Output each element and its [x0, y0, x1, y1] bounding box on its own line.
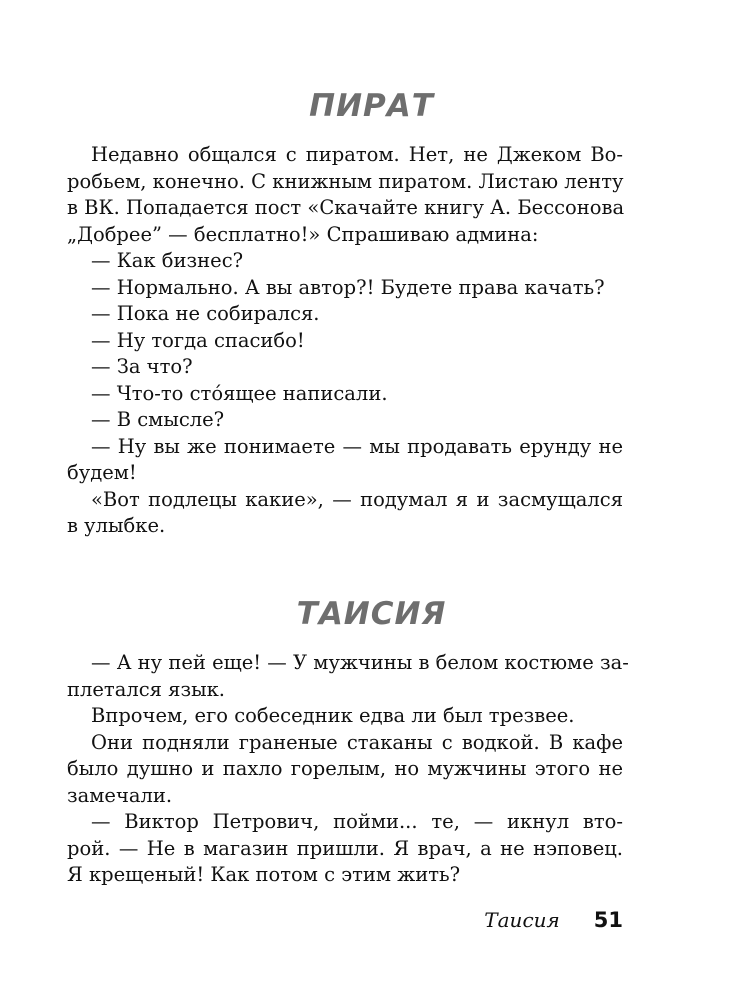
text-line: — Виктор Петрович, пойми... те, — икнул вто-	[91, 810, 623, 833]
text-line: Они подняли граненые стаканы с водкой. В кафе	[91, 730, 623, 754]
dialogue-line: — Ну вы же понимаете — мы продавать ерунду не	[91, 434, 623, 458]
text-line: плетался язык.	[67, 677, 225, 701]
section-title-taisiya: ТАИСИЯ	[296, 596, 447, 632]
text-line: замечали.	[67, 783, 173, 807]
dialogue-line: — Что-то сто́ящее написали.	[91, 381, 388, 405]
text-line: „Добрее” — бесплатно!» Спрашиваю админа:	[67, 222, 539, 246]
page-number: 51	[593, 908, 623, 932]
section-title-pirat: ПИРАТ	[309, 88, 434, 124]
page-footer	[0, 908, 623, 932]
dialogue-line: будем!	[67, 461, 137, 484]
dialogue-line: — Пока не собирался.	[91, 302, 320, 325]
text-line: «Вот подлецы какие», — подумал я и засмущался	[91, 487, 623, 511]
text-line: в ВК. Попадается пост «Скачайте книгу А. Бессонова	[67, 196, 625, 219]
text-line: было душно и пахло горелым, но мужчины этого не	[67, 757, 623, 780]
dialogue-line: — Нормально. А вы автор?! Будете права качать?	[91, 275, 605, 299]
dialogue-line: — В смысле?	[91, 408, 225, 431]
text-line: Недавно общался с пиратом. Нет, не Джеком Во-	[91, 143, 623, 166]
dialogue-line: — Ну тогда спасибо!	[91, 328, 305, 352]
section-text-taisiya	[67, 650, 629, 889]
text-line: робьем, конечно. С книжным пиратом. Листаю ленту	[67, 169, 624, 193]
dialogue-line: — Как бизнес?	[91, 249, 244, 272]
text-line: Я крещеный! Как потом с этим жить?	[67, 863, 461, 886]
text-line: рой. — Не в магазин пришли. Я врач, а не нэповец.	[67, 836, 623, 860]
running-title: Таисия	[484, 908, 560, 932]
text-line: — А ну пей еще! — У мужчины в белом костюме за-	[91, 651, 629, 674]
dialogue-line: — За что?	[91, 355, 193, 378]
text-line: Впрочем, его собеседник едва ли был трезвее.	[91, 704, 575, 727]
section-text-pirat	[67, 142, 623, 540]
text-line: в улыбке.	[67, 514, 166, 537]
